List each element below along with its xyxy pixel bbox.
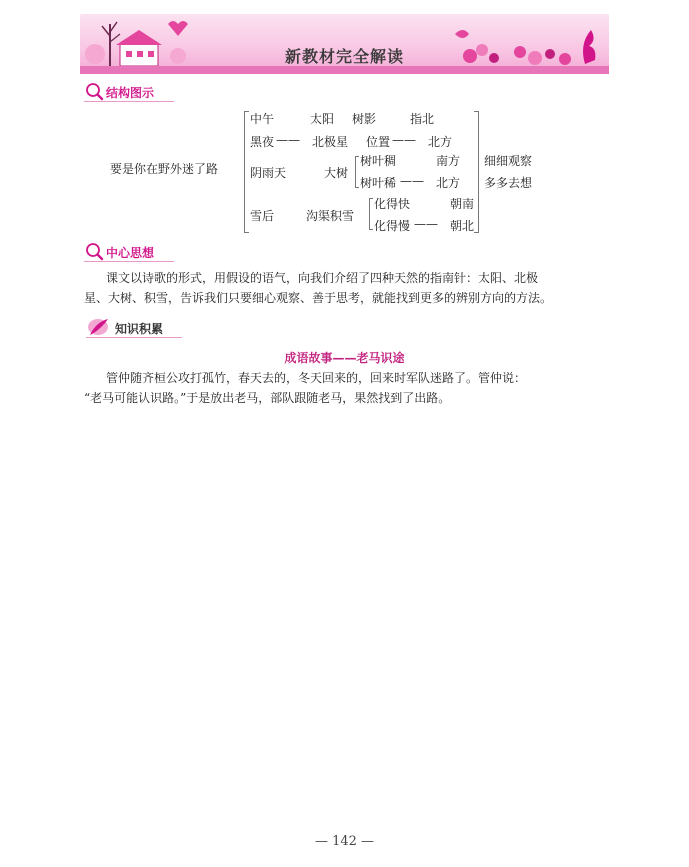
page-header-title: 新教材完全解读 xyxy=(284,47,404,66)
diagram-tree-sub1-c: 树叶稠 xyxy=(360,154,397,168)
diagram-snow-sub2-d: 朝北 xyxy=(450,219,475,233)
diagram-right-2: 多多去想 xyxy=(484,176,533,190)
story-title: 成语故事——老马识途 xyxy=(284,351,405,365)
section-title-structure: 结构图示 xyxy=(106,86,155,100)
diagram-root: 要是你在野外迷了路 xyxy=(110,162,219,176)
diagram-snow-sub1-c: 化得快 xyxy=(374,197,411,211)
header-banner xyxy=(80,14,609,74)
section-title-central: 中心思想 xyxy=(106,246,155,260)
page-number: — 142 — xyxy=(314,834,375,849)
diagram-row1-c: 树影 xyxy=(352,112,377,126)
diagram-tree-sub2-d: 北方 xyxy=(436,176,461,190)
diagram-row2-c: 位置 xyxy=(366,135,391,149)
diagram-row2-dash2: —— xyxy=(392,133,416,147)
diagram-tree-a: 阴雨天 xyxy=(250,166,287,180)
diagram-row2-dash1: —— xyxy=(276,133,300,147)
diagram-tree-b: 大树 xyxy=(324,166,349,180)
magnifier-icon xyxy=(84,241,104,261)
story-text-line2: “老马可能认识路。”于是放出老马，部队跟随老马，果然找到了出路。 xyxy=(84,391,451,405)
section-underline xyxy=(84,101,174,102)
diagram-snow-b: 沟渠积雪 xyxy=(306,209,355,223)
central-text-line1: 课文以诗歌的形式，用假设的语气，向我们介绍了四种天然的指南针：太阳、北极 xyxy=(106,271,539,285)
diagram-snow-a: 雪后 xyxy=(250,209,275,223)
magnifier-icon xyxy=(84,81,104,101)
diagram-row1-d: 指北 xyxy=(410,112,435,126)
section-title-knowledge: 知识积累 xyxy=(115,322,164,336)
diagram-brace-snow xyxy=(369,198,373,230)
diagram-right-1: 细细观察 xyxy=(484,154,533,168)
section-underline xyxy=(86,337,182,338)
diagram-snow-sub2-dash: —— xyxy=(414,217,438,231)
header-stripe xyxy=(80,66,609,74)
section-underline xyxy=(84,261,174,262)
diagram-snow-sub1-d: 朝南 xyxy=(450,197,475,211)
diagram-snow-sub2-c: 化得慢 xyxy=(374,219,411,233)
story-text-line1: 管仲随齐桓公攻打孤竹，春天去的，冬天回来的，回来时军队迷路了。管仲说： xyxy=(106,371,527,385)
diagram-row1-b: 太阳 xyxy=(310,112,335,126)
central-text-line2: 星、大树、积雪，告诉我们只要细心观察、善于思考，就能找到更多的辨别方向的方法。 xyxy=(84,291,553,305)
diagram-brace-right xyxy=(474,111,479,233)
diagram-tree-sub2-c: 树叶稀 xyxy=(360,176,397,190)
heart-icon xyxy=(168,21,188,36)
diagram-brace-main xyxy=(244,111,249,233)
diagram-tree-sub2-dash: —— xyxy=(400,174,424,188)
diagram-row2-d: 北方 xyxy=(428,135,453,149)
quill-icon xyxy=(86,316,112,338)
diagram-brace-tree xyxy=(355,156,359,188)
diagram-row1-a: 中午 xyxy=(250,112,275,126)
diagram-tree-sub1-d: 南方 xyxy=(436,154,461,168)
diagram-row2-a: 黑夜 xyxy=(250,135,275,149)
diagram-row2-b: 北极星 xyxy=(312,135,349,149)
